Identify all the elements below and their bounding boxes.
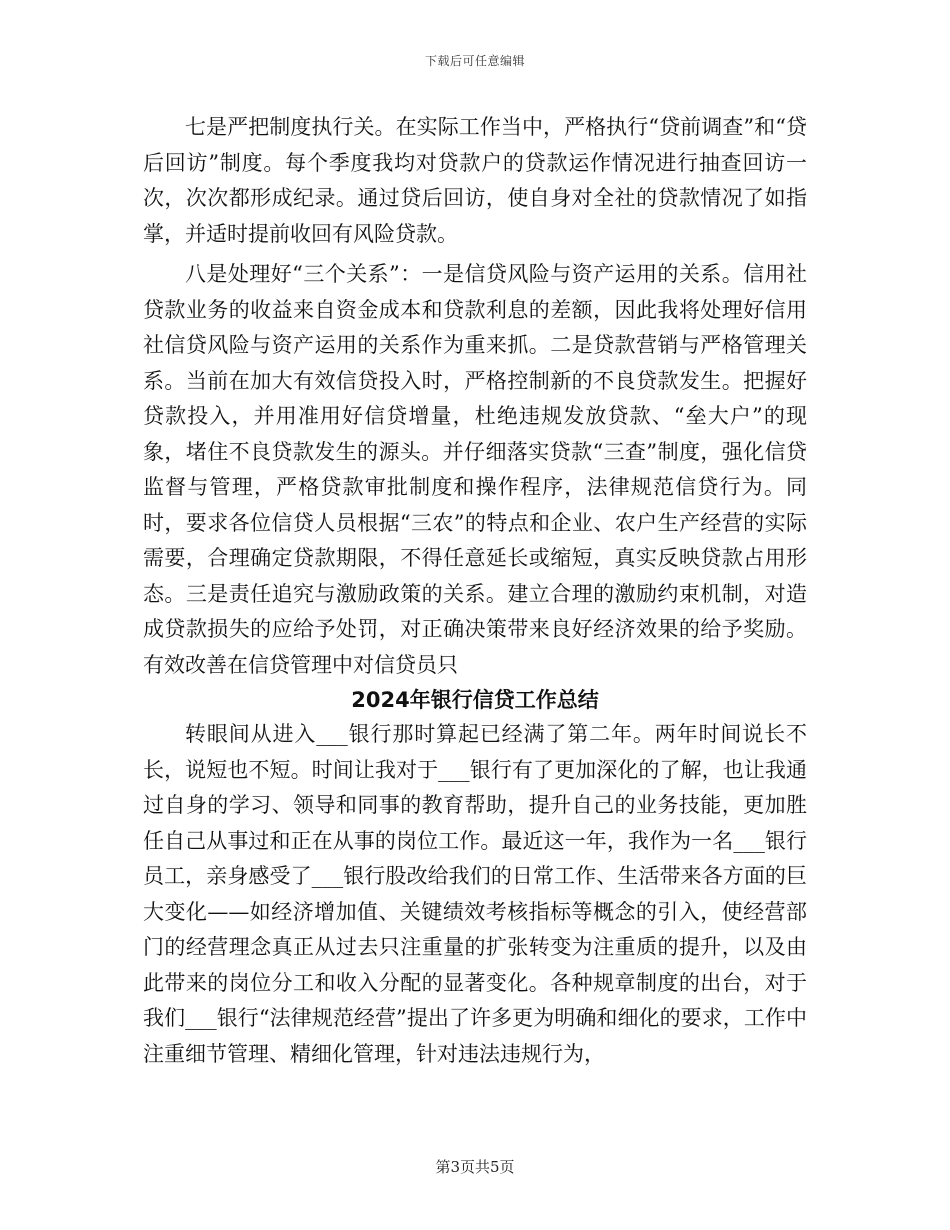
paragraph-eight: 八是处理好“三个关系”：一是信贷风险与资产运用的关系。信用社贷款业务的收益来自资金成本和贷款利息的差额，因此我将处理好信用社信贷风险与资产运用的关系作为重来抓。二是贷款营销与严格管理关系。当前在加大有效信贷投入时，严格控制新的不良贷款发生。把握好贷款投入，并用准用好信贷增量，杜绝违规发放贷款、“垒大户”的现象，堵住不良贷款发生的源头。并仔细落实贷款“三查”制度，强化信贷监督与管理，严格贷款审批制度和操作程序，法律规范信贷行为。同时，要求各位信贷人员根据“三农”的特点和企业、农户生产经营的实际需要，合理确定贷款期限，不得任意延长或缩短，真实反映贷款占用形态。三是责任追究与激励政策的关系。建立合理的激励约束机制，对造成贷款损失的应给予处罚，对正确决策带来良好经济效果的给予奖励。有效改善在信贷管理中对信贷员只: [143, 262, 807, 677]
section-paragraph: 转眼间从进入___银行那时算起已经满了第二年。两年时间说长不长，说短也不短。时间让我对于___银行有了更加深化的了解，也让我通过自身的学习、领导和同事的教育帮助，提升自己的业务技能，更加胜任自己从事过和正在从事的岗位工作。最近这一年，我作为一名___银行员工，亲身感受了___银行股改给我们的日常工作、生活带来各方面的巨大变化——如经济增加值、关键绩效考核指标等概念的引入，使经营部门的经营理念真正从过去只注重量的扩张转变为注重质的提升，以及由此带来的岗位分工和收入分配的显著变化。各种规章制度的出台，对于我们___银行“法律规范经营”提出了许多更为明确和细化的要求，工作中注重细节管理、精细化管理，针对违法违规行为，: [143, 722, 807, 1066]
paragraph-seven: 七是严把制度执行关。在实际工作当中，严格执行“贷前调查”和“贷后回访”制度。每个季度我均对贷款户的贷款运作情况进行抽查回访一次，次次都形成纪录。通过贷后回访，使自身对全社的贷款情况了如指掌，并适时提前收回有风险贷款。: [143, 115, 807, 246]
page-header: 下载后可任意编辑: [424, 54, 525, 68]
document-body: [143, 110, 807, 1072]
page-number: 第3页共5页: [435, 1158, 515, 1176]
section-title: 2024年银行信贷工作总结: [351, 688, 599, 712]
